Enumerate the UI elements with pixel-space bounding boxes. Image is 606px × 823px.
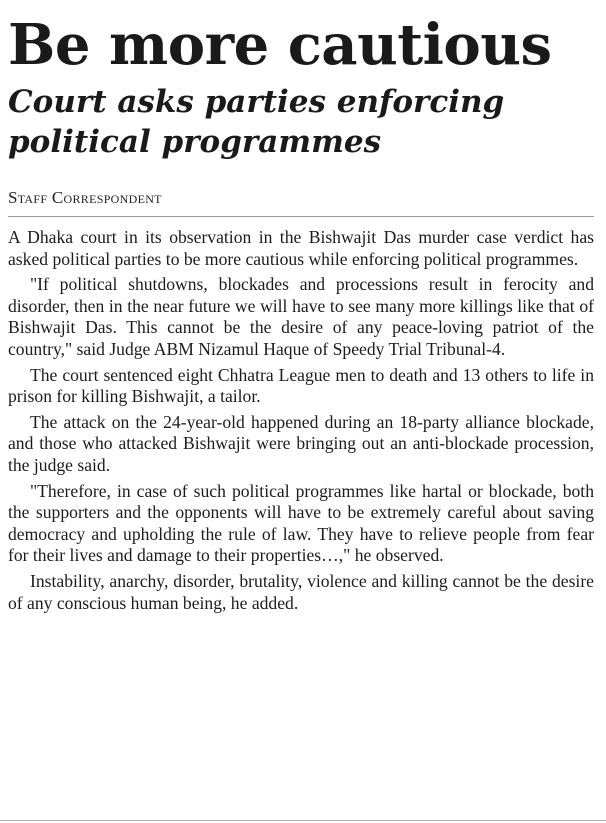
paragraph: The attack on the 24-year-old happened during an 18-party alliance blockade, and those who attacked Bishwajit were bringing out an anti-blockade procession, the judge said. [8, 411, 594, 475]
byline: Staff Correspondent [8, 188, 162, 207]
headline: Be more cautious [8, 12, 552, 78]
paragraph: A Dhaka court in its observation in the Bishwajit Das murder case verdict has asked political parties to be more cautious while enforcing political programmes. [8, 227, 594, 269]
paragraph: The court sentenced eight Chhatra League men to death and 13 others to life in prison for killing Bishwajit, a tailor. [8, 364, 594, 407]
subheadline: Court asks parties enforcing political programmes [8, 84, 505, 160]
article-body [8, 227, 594, 614]
news-article [8, 14, 594, 618]
paragraph: Instability, anarchy, disorder, brutality, violence and killing cannot be the desire of any conscious human being, he added. [8, 570, 594, 613]
paragraph: "If political shutdowns, blockades and processions result in ferocity and disorder, then in the near future we will have to see many more killings like that of Bishwajit Das. This cannot be the desire of any peace-loving patriot of the country," said Judge ABM Nizamul Haque of Speedy Trial Tribunal-4. [8, 274, 594, 359]
paragraph: "Therefore, in case of such political programmes like hartal or blockade, both the supporters and the opponents will have to be extremely careful about saving democracy and upholding the rule of law. They have to relieve people from fear for their lives and damage to their properties…," he observed. [8, 480, 594, 566]
bottom-divider [0, 820, 606, 821]
byline-divider [8, 216, 594, 217]
